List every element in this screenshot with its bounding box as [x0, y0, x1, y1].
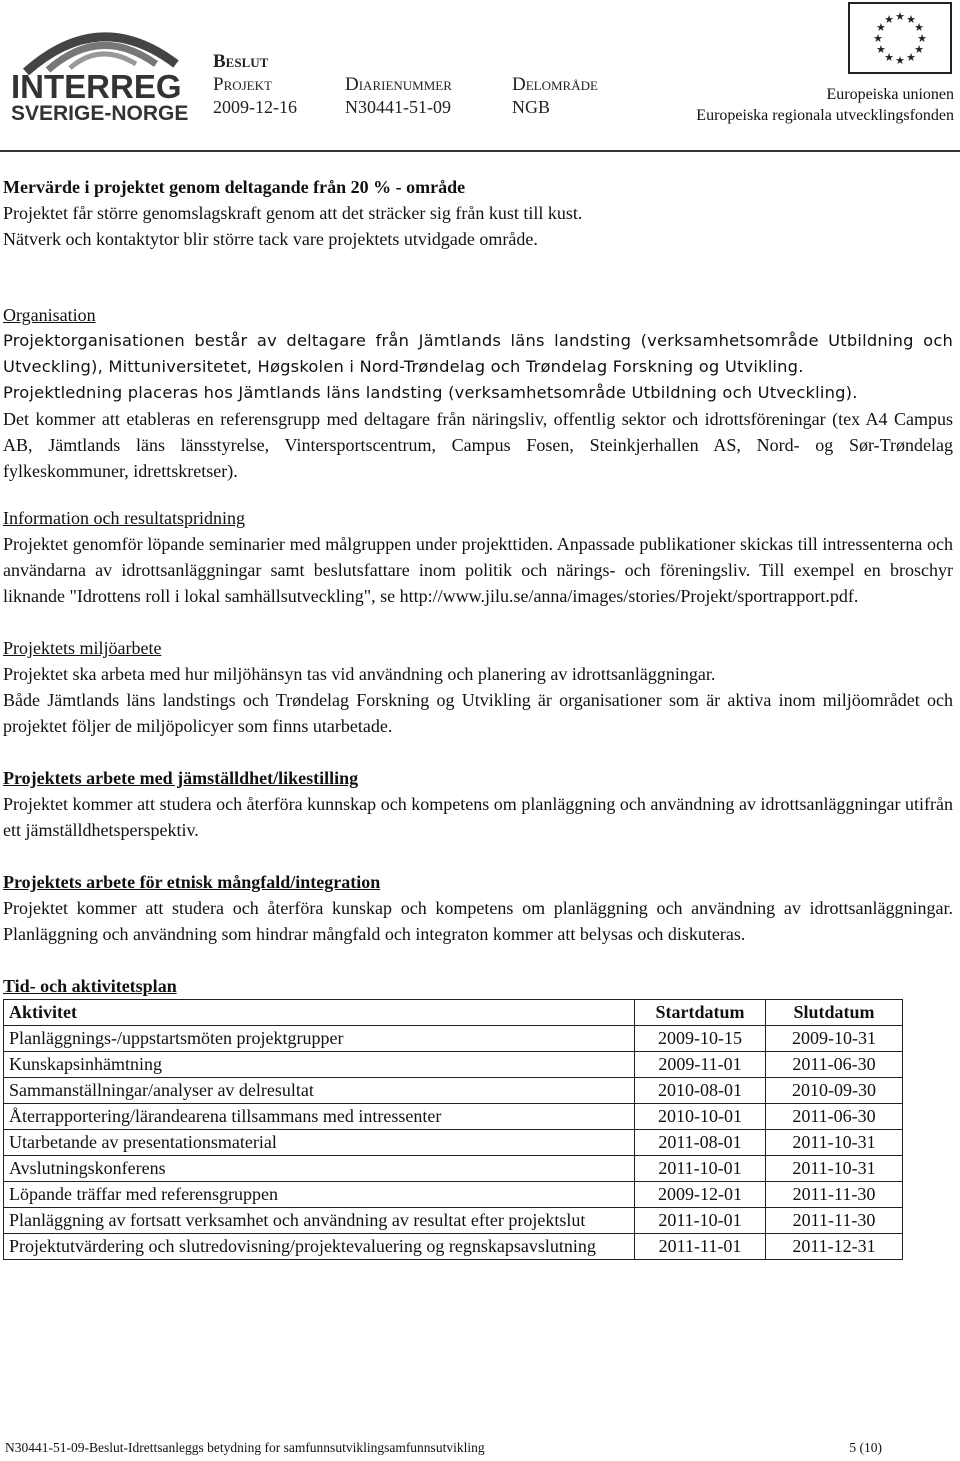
- cell-end: 2011-11-30: [766, 1208, 903, 1234]
- star-icon: ★: [895, 11, 905, 23]
- cell-start: 2009-10-15: [635, 1026, 766, 1052]
- table-row: [4, 1208, 903, 1234]
- table-body: [4, 1026, 903, 1260]
- eu-line1: Europeiska unionen: [826, 86, 954, 103]
- cell-start: 2011-10-01: [635, 1208, 766, 1234]
- table-row: [4, 1104, 903, 1130]
- activity-plan-table: [3, 999, 903, 1260]
- cell-start: 2011-11-01: [635, 1234, 766, 1260]
- projekt-label: Projekt: [213, 74, 272, 95]
- star-icon: ★: [914, 44, 924, 56]
- star-icon: ★: [914, 22, 924, 34]
- star-icon: ★: [884, 52, 894, 65]
- information-p1: Projektet genomför löpande seminarier med målgruppen under projekttiden. Anpassade publikationer skickas till intressenterna och användarna av idrottsanläggningar samt beslutsfattare inom politik och närings- och föreningsliv. Till exempel en broschyr liknande "Idrottens roll i lokal samhällsutveckling", se http://www.jilu.se/anna/images/stories/Projekt/sportrapport.pdf.: [3, 534, 953, 606]
- logo-line1: INTERREG: [11, 68, 182, 105]
- eu-line2: Europeiska regionala utvecklingsfonden: [696, 107, 954, 124]
- cell-end: 2011-10-31: [766, 1156, 903, 1182]
- eu-flag-icon: [848, 2, 952, 74]
- mervarde-heading: Mervärde i projektet genom deltagande från 20 % - område: [3, 177, 466, 197]
- header-divider: [0, 150, 960, 152]
- logo-line2: SVERIGE-NORGE: [11, 102, 189, 124]
- mervarde-line1: Projektet får större genomslagskraft genom att det sträcker sig från kust till kust.: [3, 203, 583, 223]
- cell-start: 2009-12-01: [635, 1182, 766, 1208]
- cell-activity: Utarbetande av presentationsmaterial: [4, 1130, 635, 1156]
- cell-end: 2011-06-30: [766, 1052, 903, 1078]
- star-icon: ★: [906, 13, 916, 26]
- miljo-heading: Projektets miljöarbete: [3, 638, 162, 658]
- cell-activity: Sammanställningar/analyser av delresultat: [4, 1078, 635, 1104]
- table-header-row: [4, 1000, 903, 1026]
- jamstalldhet-p1: Projektet kommer att studera och återföra kunnskap och kompetens om planläggning och användning av idrottsanläggningar utifrån ett jämställdhetsperspektiv.: [3, 794, 953, 840]
- table-row: [4, 1156, 903, 1182]
- star-icon: ★: [876, 44, 886, 56]
- cell-activity: Planläggning av fortsatt verksamhet och användning av resultat efter projektslut: [4, 1208, 635, 1234]
- table-row: [4, 1026, 903, 1052]
- organisation-p2: Projektledning placeras hos Jämtlands läns landsting (verksamhetsområde Utbildning och Utveckling).: [3, 383, 858, 402]
- decision-date: 2009-12-16: [213, 97, 297, 117]
- star-icon: ★: [873, 33, 883, 45]
- star-icon: ★: [906, 52, 916, 65]
- cell-activity: Återrapportering/lärandearena tillsammans med intressenter: [4, 1104, 635, 1130]
- cell-start: 2011-10-01: [635, 1156, 766, 1182]
- cell-end: 2011-11-30: [766, 1182, 903, 1208]
- delomrade-value: NGB: [512, 97, 551, 117]
- mangfald-heading: Projektets arbete för etnisk mångfald/integration: [3, 872, 381, 892]
- table-row: [4, 1234, 903, 1260]
- information-heading: Information och resultatspridning: [3, 508, 245, 528]
- delomrade-label: Delområde: [512, 74, 598, 95]
- cell-end: 2010-09-30: [766, 1078, 903, 1104]
- interreg-logo: [8, 14, 193, 124]
- table-row: [4, 1182, 903, 1208]
- cell-end: 2011-10-31: [766, 1130, 903, 1156]
- diarienummer-value: N30441-51-09: [345, 97, 451, 117]
- diarienummer-label: Diarienummer: [345, 74, 452, 95]
- footer-text: N30441-51-09-Beslut-Idrettsanleggs betydning for samfunnsutviklingsamfunnsutvikling: [5, 1440, 485, 1455]
- header-delomrade-block: [512, 73, 598, 119]
- cell-end: 2009-10-31: [766, 1026, 903, 1052]
- star-icon: ★: [884, 13, 894, 26]
- organisation-p3: Det kommer att etableras en referensgrupp med deltagare från näringsliv, offentlig sektor och idrottsföreningar (tex A4 Campus AB, Jämtlands läns länsstyrelse, Vintersportscentrum, Campus Fosen, Steinkjerhallen AS, Nord- og Sør-Trøndelag fylkeskommuner, idrettskretser).: [3, 409, 953, 481]
- col-end: Slutdatum: [766, 1000, 903, 1026]
- cell-end: 2011-06-30: [766, 1104, 903, 1130]
- table-row: [4, 1078, 903, 1104]
- cell-activity: Löpande träffar med referensgruppen: [4, 1182, 635, 1208]
- cell-activity: Projektutvärdering och slutredovisning/projektevaluering og regnskapsavslutning: [4, 1234, 635, 1260]
- cell-start: 2011-08-01: [635, 1130, 766, 1156]
- miljo-line1: Projektet ska arbeta med hur miljöhänsyn tas vid användning och planering av idrottsanläggningar.: [3, 664, 716, 684]
- eu-caption: [696, 84, 954, 126]
- header-beslut-block: [213, 50, 297, 119]
- star-icon: ★: [895, 55, 905, 67]
- miljo-p2: Både Jämtlands läns landstings och Trøndelag Forskning og Utvikling är organisationer som är aktiva inom miljöområdet och projektet följer de miljöpolicyer som finns utarbetade.: [3, 690, 953, 736]
- organisation-heading: Organisation: [3, 305, 96, 325]
- cell-start: 2010-10-01: [635, 1104, 766, 1130]
- cell-activity: Avslutningskonferens: [4, 1156, 635, 1182]
- organisation-p1: Projektorganisationen består av deltagare från Jämtlands läns landsting (verksamhetsområde Utbildning och Utveckling), Mittuniversitetet, Høgskolen i Nord-Trøndelag och Trøndelag Forskning og Utvikling.: [3, 331, 953, 376]
- plan-heading: Tid- och aktivitetsplan: [3, 976, 177, 996]
- star-icon: ★: [917, 33, 927, 45]
- jamstalldhet-heading: Projektets arbete med jämställdhet/likestilling: [3, 768, 359, 788]
- header-diarie-block: [345, 73, 452, 119]
- mangfald-p1: Projektet kommer att studera och återföra kunskap och kompetens om planläggning och användning av idrottsanläggningar. Planläggning och användning som hindrar mångfald och integraton kommer att belysas och diskuteras.: [3, 898, 953, 944]
- page-number: 5 (10): [849, 1440, 882, 1455]
- cell-activity: Planläggnings-/uppstartsmöten projektgrupper: [4, 1026, 635, 1052]
- table-row: [4, 1052, 903, 1078]
- cell-activity: Kunskapsinhämtning: [4, 1052, 635, 1078]
- cell-start: 2009-11-01: [635, 1052, 766, 1078]
- col-start: Startdatum: [635, 1000, 766, 1026]
- table-row: [4, 1130, 903, 1156]
- star-icon: ★: [876, 22, 886, 34]
- cell-start: 2010-08-01: [635, 1078, 766, 1104]
- document-body: [3, 174, 953, 1260]
- beslut-label: Beslut: [213, 51, 269, 72]
- col-activity: Aktivitet: [4, 1000, 635, 1026]
- cell-end: 2011-12-31: [766, 1234, 903, 1260]
- mervarde-line2: Nätverk och kontaktytor blir större tack vare projektets utvidgade område.: [3, 229, 538, 249]
